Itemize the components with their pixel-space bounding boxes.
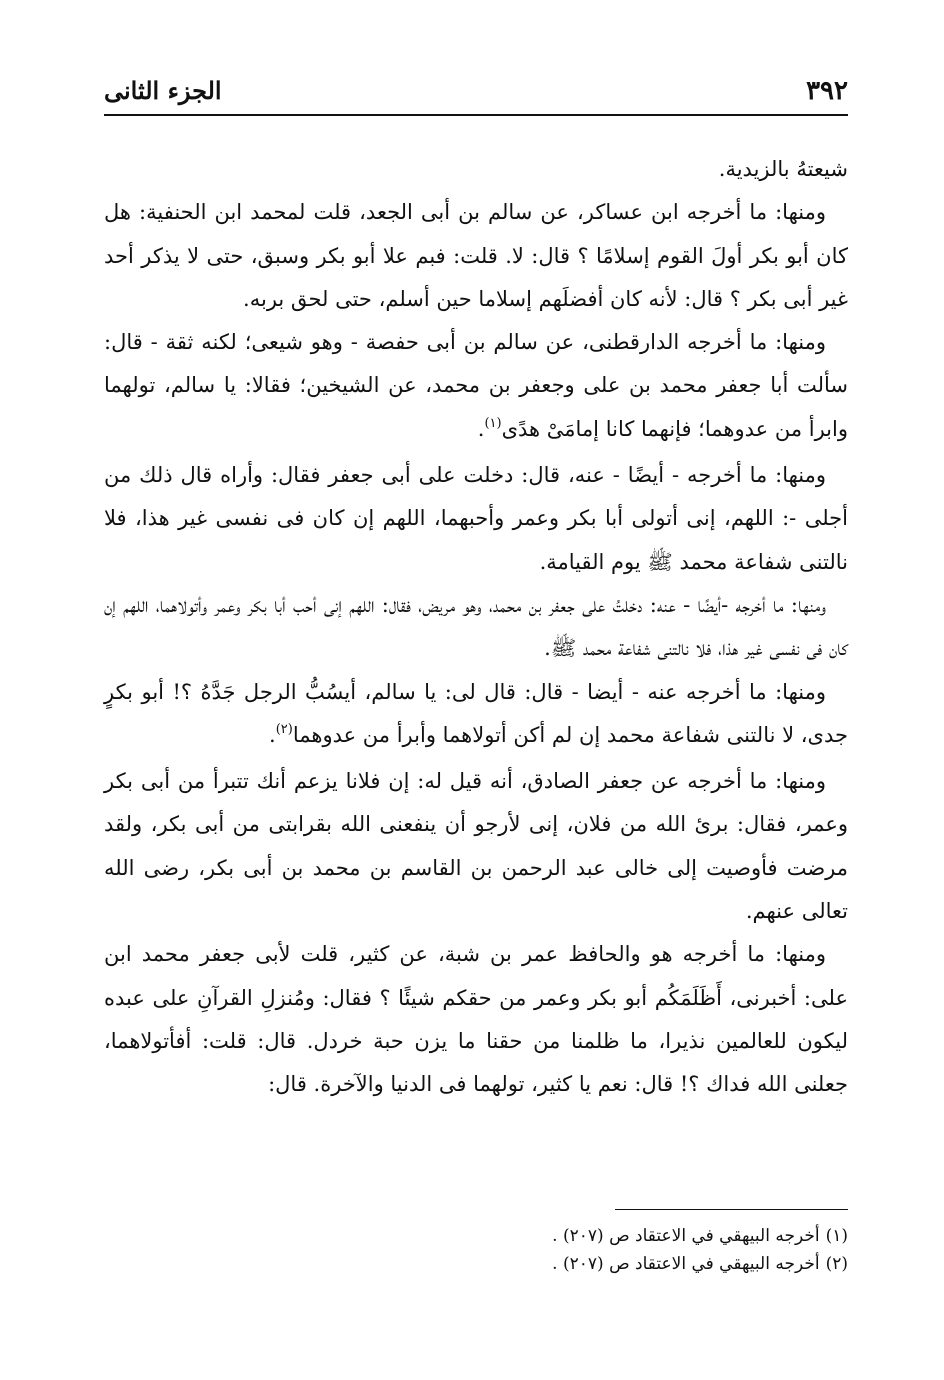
footnote-1: [104, 1222, 848, 1250]
paragraph-4: [104, 454, 848, 584]
footnote-reference-2: (٢): [275, 721, 293, 737]
paragraph-text: ومنها: ما أخرجه الدارقطنى، عن سالم بن أبى حفصة - وهو شيعى؛ لكنه ثقة - قال: سألت أبا جعفر محمد بن على وجعفر بن محمد، عن الشيخين؛ فقالا: يا سالم، تولهما وابرأ من عدوهما؛ فإنهما كانا إمامَىْ هدًى: [104, 330, 848, 441]
body-text: [104, 148, 848, 1107]
paragraph-tail: .: [269, 722, 276, 747]
paragraph-text: ومنها: ما أخرجه - أيضًا - عنه، قال: دخلت على أبى جعفر فقال: وأراه قال ذلك من أجلى -: اللهم، إنى أتولى أبا بكر وعمر وأحبهما، اللهم إن كان فى نفسى غير هذا، فلا نالتنى شفاعة محمد ﷺ يوم القيامة.: [104, 463, 848, 574]
paragraph-1: [104, 148, 848, 191]
footnote-text: أخرجه البيهقي في الاعتقاد ص (٢٠٧) .: [552, 1254, 820, 1274]
footnote-rule: [615, 1209, 848, 1210]
running-title: الجزء الثانى: [104, 76, 222, 105]
paragraph-7: [104, 760, 848, 933]
footnote-2: [104, 1250, 848, 1278]
footnote-reference-1: (١): [484, 415, 502, 431]
paragraph-text: ومنها: ما أخرجه عن جعفر الصادق، أنه قيل له: إن فلانا يزعم أنك تتبرأ من أبى بكر وعمر، فقال: برئ الله من فلان، إنى لأرجو أن ينفعنى الله بقرابتى من أبى بكر، ولقد مرضت فأوصيت إلى خالى عبد الرحمن بن القاسم بن محمد بن أبى بكر، رضى الله تعالى عنهم.: [104, 769, 848, 924]
paragraph-5: [104, 584, 848, 671]
paragraph-3: [104, 321, 848, 454]
paragraph-2: [104, 191, 848, 321]
paragraph-text: ومنها: ما أخرجه ابن عساكر، عن سالم بن أبى الجعد، قلت لمحمد ابن الحنفية: هل كان أبو بكر أولَ القوم إسلامًا ؟ قال: لا. قلت: فبم علا أبو بكر وسبق، حتى لا يذكر أحد غير أبى بكر ؟ قال: لأنه كان أفضلَهم إسلاما حين أسلم، حتى لحق بربه.: [104, 200, 848, 311]
header-rule: [104, 114, 848, 116]
page-header: [104, 70, 848, 110]
paragraph-text: ومنها: ما أخرجه هو والحافظ عمر بن شبة، عن كثير، قلت لأبى جعفر محمد ابن على: أخبرنى، أَظَلَمَكُم أبو بكر وعمر من حقكم شيئًا ؟ فقال: ومُنزلِ القرآنِ على عبده ليكون للعالمين نذيرا، ما ظلمنا من حقنا ما يزن حبة خردل. قال: قلت: أفأتولاهما، جعلنى الله فداك ؟! قال: نعم يا كثير، تولهما فى الدنيا والآخرة. قال:: [104, 942, 848, 1097]
paragraph-text: شيعتهُ بالزيدية.: [718, 157, 848, 181]
paragraph-6: [104, 671, 848, 761]
paragraph-8: [104, 933, 848, 1106]
footnote-text: أخرجه البيهقي في الاعتقاد ص (٢٠٧) .: [552, 1226, 820, 1246]
paragraph-tail: .: [477, 416, 485, 441]
footnote-number: (١): [825, 1226, 848, 1246]
paragraph-text: ومنها: ما أخرجه عنه - أيضا - قال: قال لى: يا سالم، أيسُبُّ الرجل جَدَّهُ ؟! أبو بكرٍ جدى، لا نالتنى شفاعة محمد إن لم أكن أتولاهما وأبرأ من عدوهما: [104, 679, 848, 747]
page-number: ٣٩٢: [806, 76, 848, 106]
footnotes: [104, 1222, 848, 1278]
paragraph-text: ومنها: ما أخرجه -أيضًا - عنه: دخلتُ على جعفر بن محمد، وهو مريض، فقال: اللهم إنى أحب أبا بكر وعمر وأتولاهما، اللهم إن كان فى نفسى غير هذا، فلا نالتنى شفاعة محمد ﷺ.: [104, 592, 848, 661]
footnote-number: (٢): [825, 1254, 848, 1274]
